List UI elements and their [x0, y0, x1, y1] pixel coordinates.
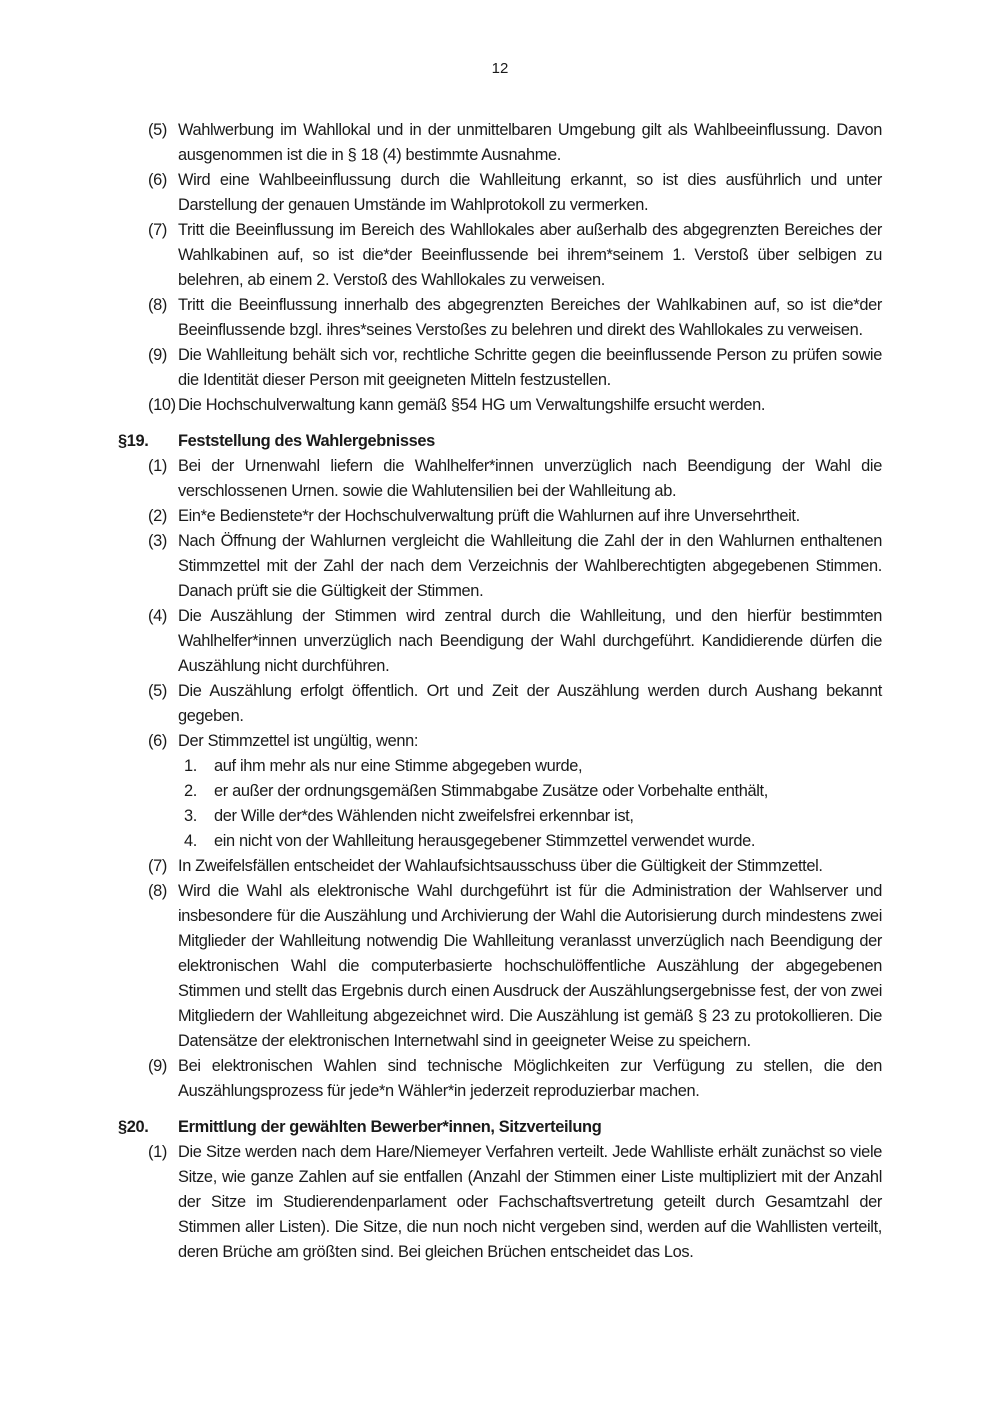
item-number: (6)	[148, 171, 167, 189]
list-item	[130, 729, 882, 854]
list-item	[130, 504, 882, 529]
item-text: In Zweifelsfällen entscheidet der Wahlaufsichtsausschuss über die Gültigkeit der Stimmzettel.	[178, 857, 823, 875]
item-number: (8)	[148, 296, 167, 314]
item-number: (3)	[148, 532, 167, 550]
list-item	[130, 679, 882, 729]
sub-item-number: 1.	[184, 757, 197, 775]
intro-list	[130, 118, 882, 418]
sub-list-item	[130, 804, 882, 829]
item-text: Der Stimmzettel ist ungültig, wenn:	[178, 732, 419, 750]
sub-list-item	[130, 829, 882, 854]
item-text: Bei der Urnenwahl liefern die Wahlhelfer*innen unverzüglich nach Beendigung der Wahl die verschlossenen Urnen. sowie die Wahlutensilien bei der Wahlleitung ab.	[178, 457, 882, 500]
page-content	[118, 118, 882, 1265]
section-19-list	[130, 454, 882, 1104]
sub-list-item	[130, 779, 882, 804]
item-number: (5)	[148, 682, 167, 700]
list-item	[130, 454, 882, 504]
section-20-list	[130, 1140, 882, 1265]
section-heading	[118, 429, 882, 454]
item-text: Ein*e Bedienstete*r der Hochschulverwaltung prüft die Wahlurnen auf ihre Unversehrtheit.	[178, 507, 800, 525]
list-item	[130, 1140, 882, 1265]
item-number: (10)	[148, 396, 176, 414]
list-item	[130, 393, 882, 418]
sub-item-text: auf ihm mehr als nur eine Stimme abgegeben wurde,	[214, 757, 583, 775]
item-text: Die Hochschulverwaltung kann gemäß §54 HG um Verwaltungshilfe ersucht werden.	[178, 396, 766, 414]
item-number: (7)	[148, 857, 167, 875]
list-item	[130, 168, 882, 218]
item-number: (2)	[148, 507, 167, 525]
item-text: Tritt die Beeinflussung im Bereich des Wahllokales aber außerhalb des abgegrenzten Bereiches der Wahlkabinen auf, so ist die*der Beeinflussende bei ihrem*seinem 1. Verstoß über selbigen zu belehren, ab einem 2. Verstoß des Wahllokales zu verweisen.	[178, 221, 882, 289]
section-number: §20.	[118, 1118, 149, 1136]
sub-item-number: 2.	[184, 782, 197, 800]
section-20	[118, 1115, 882, 1265]
section-19	[118, 429, 882, 1104]
item-number: (8)	[148, 882, 167, 900]
item-number: (1)	[148, 1143, 167, 1161]
item-number: (6)	[148, 732, 167, 750]
item-text: Tritt die Beeinflussung innerhalb des abgegrenzten Bereiches der Wahlkabinen auf, so ist die*der Beeinflussende bzgl. ihres*seines Verstoßes zu belehren und direkt des Wahllokales zu verweisen.	[178, 296, 882, 339]
page-number: 12	[491, 60, 509, 77]
section-title: Ermittlung der gewählten Bewerber*innen, Sitzverteilung	[178, 1118, 602, 1136]
sub-list-item	[130, 754, 882, 779]
section-number: §19.	[118, 432, 149, 450]
list-item	[130, 879, 882, 1054]
item-number: (7)	[148, 221, 167, 239]
item-text: Die Sitze werden nach dem Hare/Niemeyer Verfahren verteilt. Jede Wahlliste erhält zunächst so viele Sitze, wie ganze Zahlen auf sie entfallen (Anzahl der Stimmen einer Liste multipliziert mit der Anzahl der Sitze im Studierendenparlament oder Fachschaftsvertretung geteilt durch Gesamtzahl der Stimmen aller Listen). Die Sitze, die nun noch nicht vergeben sind, werden auf die Wahllisten verteilt, deren Brüche am größten sind. Bei gleichen Brüchen entscheidet das Los.	[178, 1143, 882, 1261]
item-text: Wird die Wahl als elektronische Wahl durchgeführt ist für die Administration der Wahlserver und insbesondere für die Auszählung und Archivierung der Wahl die Autorisierung durch mindestens zwei Mitglieder der Wahlleitung notwendig Die Wahlleitung veranlasst unverzüglich nach Beendigung der elektronischen Wahl die computerbasierte hochschulöffentliche Auszählung der abgegebenen Stimmen und stellt das Ergebnis durch einen Ausdruck der Auszählungsergebnisse fest, der von zwei Mitgliedern der Wahlleitung abgezeichnet wird. Die Auszählung ist gemäß § 23 zu protokollieren. Die Datensätze der elektronischen Internetwahl sind in geeigneter Weise zu speichern.	[178, 882, 882, 1050]
list-item	[130, 529, 882, 604]
sub-item-text: der Wille der*des Wählenden nicht zweifelsfrei erkennbar ist,	[214, 807, 634, 825]
item-number: (4)	[148, 607, 167, 625]
sub-item-number: 4.	[184, 832, 197, 850]
item-text: Bei elektronischen Wahlen sind technische Möglichkeiten zur Verfügung zu stellen, die den Auszählungsprozess für jede*n Wähler*in jederzeit reproduzierbar machen.	[178, 1057, 882, 1100]
item-text: Die Auszählung der Stimmen wird zentral durch die Wahlleitung, und den hierfür bestimmten Wahlhelfer*innen unverzüglich nach Beendigung der Wahl durchgeführt. Kandidierende dürfen die Auszählung nicht durchführen.	[178, 607, 882, 675]
section-title: Feststellung des Wahlergebnisses	[178, 432, 435, 450]
item-number: (1)	[148, 457, 167, 475]
list-item	[130, 343, 882, 393]
list-item	[130, 1054, 882, 1104]
item-text: Nach Öffnung der Wahlurnen vergleicht die Wahlleitung die Zahl der in den Wahlurnen enthaltenen Stimmzettel mit der Zahl der nach dem Verzeichnis der Wahlberechtigten abgegebenen Stimmen. Danach prüft sie die Gültigkeit der Stimmen.	[178, 532, 882, 600]
item-number: (5)	[148, 121, 167, 139]
sub-item-text: ein nicht von der Wahlleitung herausgegebener Stimmzettel verwendet wurde.	[214, 832, 756, 850]
list-item	[130, 604, 882, 679]
sub-item-number: 3.	[184, 807, 197, 825]
list-item	[130, 118, 882, 168]
item-text: Wird eine Wahlbeeinflussung durch die Wahlleitung erkannt, so ist dies ausführlich und unter Darstellung der genauen Umstände im Wahlprotokoll zu vermerken.	[178, 171, 882, 214]
item-text: Die Auszählung erfolgt öffentlich. Ort und Zeit der Auszählung werden durch Aushang bekannt gegeben.	[178, 682, 882, 725]
item-number: (9)	[148, 1057, 167, 1075]
list-item	[130, 218, 882, 293]
item-number: (9)	[148, 346, 167, 364]
invalid-conditions-list	[178, 754, 882, 854]
sub-item-text: er außer der ordnungsgemäßen Stimmabgabe Zusätze oder Vorbehalte enthält,	[214, 782, 768, 800]
item-text: Die Wahlleitung behält sich vor, rechtliche Schritte gegen die beeinflussende Person zu prüfen sowie die Identität dieser Person mit geeigneten Mitteln festzustellen.	[178, 346, 882, 389]
list-item	[130, 293, 882, 343]
section-heading	[118, 1115, 882, 1140]
item-text: Wahlwerbung im Wahllokal und in der unmittelbaren Umgebung gilt als Wahlbeeinflussung. Davon ausgenommen ist die in § 18 (4) bestimmte Ausnahme.	[178, 121, 882, 164]
list-item	[130, 854, 882, 879]
